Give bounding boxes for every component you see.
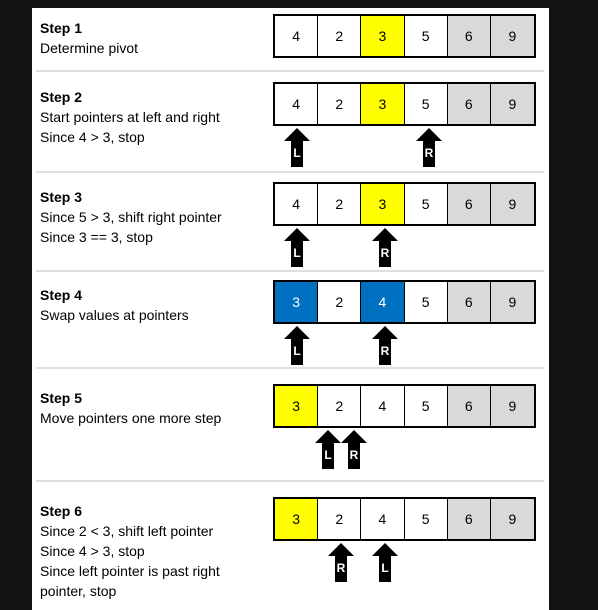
array-cell: 3 (275, 499, 318, 539)
step-6-array (273, 497, 536, 541)
pointer-arrow-l (284, 326, 310, 365)
step-divider (36, 171, 544, 173)
step-line: Start pointers at left and right (40, 109, 220, 125)
step-line: Swap values at pointers (40, 307, 189, 323)
array-cell: 2 (318, 499, 361, 539)
step-5-description (40, 388, 221, 428)
pointer-arrow-r (372, 326, 398, 365)
array-cell: 9 (491, 184, 534, 224)
array-cell: 4 (361, 499, 404, 539)
array-cell: 6 (448, 499, 491, 539)
pointer-label: R (380, 344, 390, 358)
array-cell: 2 (318, 84, 361, 124)
pointer-arrow-l (315, 430, 341, 469)
pointer-label: L (293, 344, 301, 358)
pointer-arrow-l (284, 128, 310, 167)
step-divider (36, 480, 544, 482)
array-cell: 6 (448, 16, 491, 56)
array-cell: 3 (361, 184, 404, 224)
pointer-label: L (324, 448, 332, 462)
array-cell: 4 (361, 386, 404, 426)
array-cell: 2 (318, 16, 361, 56)
pointer-label: R (336, 561, 346, 575)
pointer-arrow-r (416, 128, 442, 167)
step-1-array (273, 14, 536, 58)
pointer-arrow-r (341, 430, 367, 469)
array-cell: 5 (405, 282, 448, 322)
array-cell: 9 (491, 16, 534, 56)
step-line: Since 2 < 3, shift left pointer (40, 523, 214, 539)
step-5-array (273, 384, 536, 428)
step-title: Step 6 (40, 503, 83, 519)
step-line: Since 5 > 3, shift right pointer (40, 209, 222, 225)
array-cell: 5 (405, 16, 448, 56)
array-cell: 4 (275, 184, 318, 224)
step-line: Since 3 == 3, stop (40, 229, 153, 245)
array-cell: 6 (448, 386, 491, 426)
array-cell: 3 (361, 16, 404, 56)
array-cell: 9 (491, 282, 534, 322)
step-title: Step 1 (40, 20, 83, 36)
array-cell: 3 (275, 282, 318, 322)
step-title: Step 3 (40, 189, 83, 205)
array-cell: 5 (405, 386, 448, 426)
step-line: Determine pivot (40, 40, 139, 56)
pointer-label: L (293, 146, 301, 160)
array-cell: 4 (275, 16, 318, 56)
step-title: Step 5 (40, 390, 83, 406)
array-cell: 3 (275, 386, 318, 426)
array-cell: 3 (361, 84, 404, 124)
step-divider (36, 270, 544, 272)
step-6-description (40, 501, 220, 601)
pointer-arrow-l (284, 228, 310, 267)
step-2-description (40, 87, 220, 147)
step-divider (36, 70, 544, 72)
array-cell: 5 (405, 184, 448, 224)
pointer-arrow-l (372, 543, 398, 582)
step-line: Since left pointer is past right (40, 563, 220, 579)
pointer-label: R (349, 448, 359, 462)
array-cell: 6 (448, 184, 491, 224)
step-divider (36, 367, 544, 369)
array-cell: 4 (275, 84, 318, 124)
array-cell: 6 (448, 282, 491, 322)
step-title: Step 4 (40, 287, 83, 303)
array-cell: 4 (361, 282, 404, 322)
pointer-arrow-r (328, 543, 354, 582)
step-line: Move pointers one more step (40, 410, 222, 426)
step-3-description (40, 187, 222, 247)
array-cell: 5 (405, 499, 448, 539)
array-cell: 9 (491, 386, 534, 426)
array-cell: 6 (448, 84, 491, 124)
pointer-arrow-r (372, 228, 398, 267)
array-cell: 2 (318, 282, 361, 322)
array-cell: 5 (405, 84, 448, 124)
array-cell: 9 (491, 84, 534, 124)
step-2-array (273, 82, 536, 126)
pointer-label: L (381, 561, 389, 575)
array-cell: 2 (318, 184, 361, 224)
step-3-array (273, 182, 536, 226)
step-1-description (40, 18, 138, 58)
pointer-label: L (293, 246, 301, 260)
pointer-label: R (380, 246, 390, 260)
step-4-array (273, 280, 536, 324)
step-line: pointer, stop (40, 583, 117, 599)
step-line: Since 4 > 3, stop (40, 543, 145, 559)
step-line: Since 4 > 3, stop (40, 129, 145, 145)
pointer-label: R (424, 146, 434, 160)
step-4-description (40, 285, 189, 325)
array-cell: 9 (491, 499, 534, 539)
step-title: Step 2 (40, 89, 83, 105)
array-cell: 2 (318, 386, 361, 426)
